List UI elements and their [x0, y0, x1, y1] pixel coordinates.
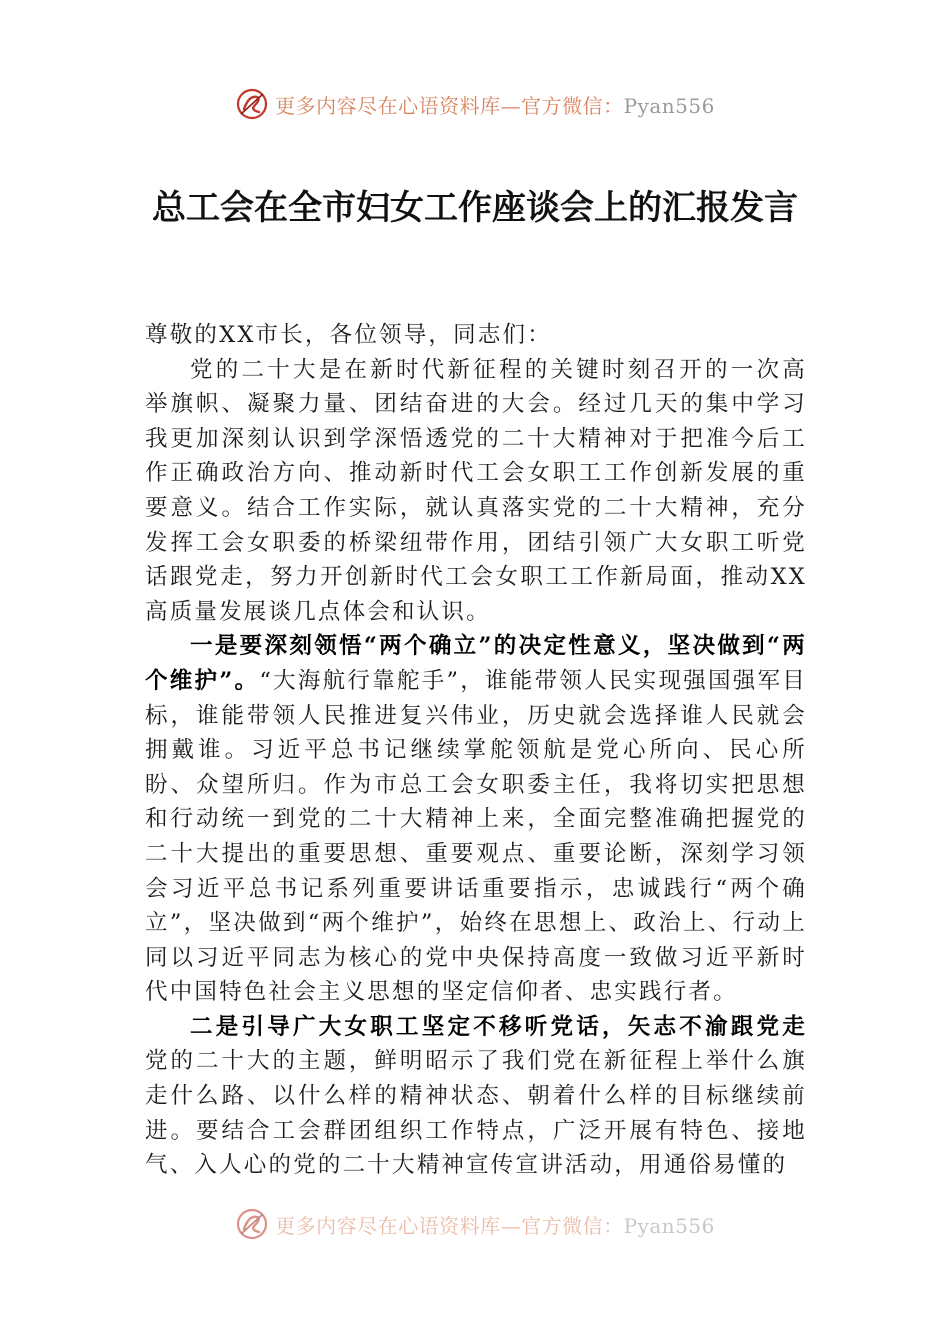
- watermark-text: [275, 90, 715, 119]
- footer-seal-logo-icon: [235, 1207, 269, 1241]
- watermark-wechat-id: Pyan556: [623, 93, 715, 118]
- paragraph-3: [145, 1010, 807, 1183]
- footer-watermark-label: 更多内容尽在心语资料库—官方微信：: [275, 1213, 624, 1238]
- document-body: [145, 318, 807, 1183]
- footer-watermark-wechat-id: Pyan556: [623, 1213, 715, 1238]
- paragraph-3-lead: 二是引导广大女职工坚定不移听党话，矢志不渝跟党走: [190, 1013, 807, 1040]
- footer-watermark-banner: [0, 1204, 950, 1244]
- watermark-label: 更多内容尽在心语资料库—官方微信：: [275, 93, 624, 118]
- document-title: 总工会在全市妇女工作座谈会上的汇报发言: [152, 188, 798, 228]
- paragraph-2: [145, 629, 807, 1010]
- footer-watermark-text: [275, 1210, 715, 1239]
- paragraph-3-text: 党的二十大的主题，鲜明昭示了我们党在新征程上举什么旗走什么路、以什么样的精神状态、朝着什么样的目标继续前进。要结合工会群团组织工作特点，广泛开展有特色、接地气、入人心的党的二十大精神宣传宣讲活动，用通俗易懂的: [145, 1048, 807, 1179]
- seal-logo-icon: [235, 87, 269, 121]
- watermark-banner: [0, 84, 950, 124]
- paragraph-1: [145, 353, 807, 630]
- salutation: 尊敬的XX市长，各位领导，同志们：: [145, 322, 552, 348]
- paragraph-2-text: “大海航行靠舵手”，谁能带领人民实现强国强军目标，谁能带领人民推进复兴伟业，历史就会选择谁人民就会拥戴谁。习近平总书记继续掌舵领航是党心所向、民心所盼、众望所归。作为市总工会女职委主任，我将切实把思想和行动统一到党的二十大精神上来，全面完整准确把握党的二十大提出的重要思想、重要观点、重要论断，深刻学习领会习近平总书记系列重要讲话重要指示，忠诚践行“两个确立”，坚决做到“两个维护”，始终在思想上、政治上、行动上同以习近平同志为核心的党中央保持高度一致做习近平新时代中国特色社会主义思想的坚定信仰者、忠实践行者。: [145, 667, 807, 1006]
- paragraph-1-text: 党的二十大是在新时代新征程的关键时刻召开的一次高举旗帜、凝聚力量、团结奋进的大会。经过几天的集中学习我更加深刻认识到学深悟透党的二十大精神对于把准今后工作正确政治方向、推动新时代工会女职工工作创新发展的重要意义。结合工作实际，就认真落实党的二十大精神，充分发挥工会女职委的桥梁纽带作用，团结引领广大女职工听党话跟党走，努力开创新时代工会女职工工作新局面，推动XX高质量发展谈几点体会和认识。: [145, 356, 807, 625]
- paragraph-2-lead: 一是要深刻领悟“两个确立”的决定性意义，坚决做到“两个维护”。: [145, 633, 807, 694]
